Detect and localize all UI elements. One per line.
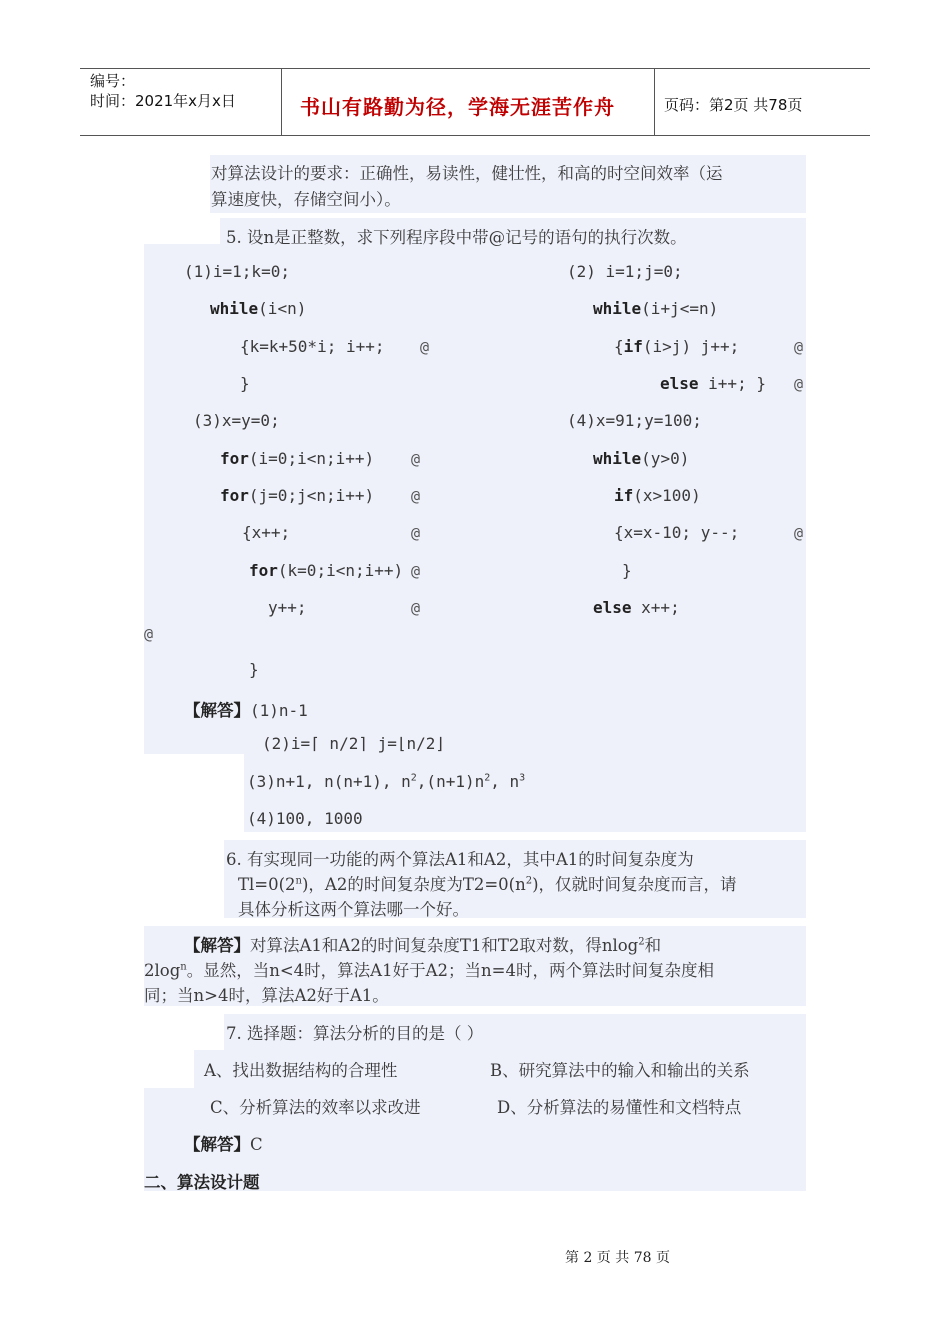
q6-line-2-part-b: )，A2的时间复杂度为T2=0(n bbox=[302, 875, 526, 894]
q5-answer-label: 【解答】 bbox=[184, 701, 250, 720]
q6-answer-part-a: 对算法A1和A2的时间复杂度T1和T2取对数，得nlog bbox=[250, 936, 639, 955]
q5-answer-4: (4)100, 1000 bbox=[247, 809, 363, 828]
q7-option-c: C、分析算法的效率以求改进 bbox=[210, 1098, 421, 1117]
p2-while-cond: (i+j<=n) bbox=[641, 299, 719, 318]
q7-option-b: B、研究算法中的输入和输出的关系 bbox=[490, 1061, 750, 1080]
header-bottom-rule bbox=[80, 135, 870, 136]
q7-answer-value: C bbox=[250, 1135, 263, 1154]
p4-while-keyword: while bbox=[593, 449, 642, 468]
p3-for-cond-1: (i=0;i<n;i++) bbox=[248, 449, 375, 468]
p4-line-6 bbox=[593, 598, 680, 617]
page-footer: 第 2 页 共 78 页 bbox=[565, 1250, 670, 1266]
p1-line-2 bbox=[210, 299, 306, 318]
p3-at-marker-3: @ bbox=[411, 524, 421, 542]
p2-line-3 bbox=[614, 337, 739, 356]
p2-at-marker-2: @ bbox=[794, 375, 804, 393]
p3-line-5 bbox=[249, 561, 403, 580]
p1-while-cond: (i<n) bbox=[258, 299, 307, 318]
q6-answer-line-2-sup: n bbox=[180, 961, 187, 973]
p1-line-4: } bbox=[240, 374, 250, 393]
p4-while-cond: (y>0) bbox=[641, 449, 690, 468]
p3-line-7: } bbox=[249, 660, 259, 679]
p3-line-3 bbox=[220, 486, 374, 505]
p3-for-keyword-2: for bbox=[220, 486, 249, 505]
q6-line-2-sup-1: n bbox=[295, 875, 302, 887]
q6-line-2-part-c: )，仅就时间复杂度而言，请 bbox=[532, 875, 737, 894]
p4-line-2 bbox=[593, 449, 689, 468]
q6-line-3: 具体分析这两个算法哪一个好。 bbox=[238, 900, 469, 919]
q7-title: 7. 选择题：算法分析的目的是（ ） bbox=[226, 1024, 484, 1043]
p4-line-3 bbox=[614, 486, 701, 505]
q5-title: 5. 设n是正整数，求下列程序段中带@记号的语句的执行次数。 bbox=[226, 228, 687, 247]
p2-if-keyword: if bbox=[623, 337, 643, 356]
q5-answer-2: (2)i=⌈ n/2⌉ j=⌊n/2⌋ bbox=[262, 734, 446, 753]
p3-at-marker-2: @ bbox=[411, 487, 421, 505]
q6-answer-line-2-b: 。显然，当n<4时，算法A1好于A2；当n=4时，两个算法时间复杂度相 bbox=[186, 961, 714, 980]
q5-a3-sup-3: 3 bbox=[519, 772, 526, 784]
q6-line-2-sup-2: 2 bbox=[525, 875, 533, 887]
p4-if-cond: (x>100) bbox=[633, 486, 701, 505]
q7-answer-label: 【解答】 bbox=[184, 1135, 250, 1154]
q6-answer-part-b: 和 bbox=[644, 936, 662, 955]
p1-line-3: {k=k+50*i; i++; bbox=[240, 337, 385, 356]
p3-at-marker-1: @ bbox=[411, 450, 421, 468]
p2-line-1: (2) i=1;j=0; bbox=[567, 262, 683, 281]
q6-answer-sup-1: 2 bbox=[638, 936, 645, 948]
q5-answer-line-1 bbox=[184, 697, 308, 721]
p4-at-marker: @ bbox=[794, 524, 804, 542]
intro-line-1: 对算法设计的要求：正确性，易读性，健壮性，和高的时空间效率（运 bbox=[211, 164, 723, 183]
p2-open-brace: { bbox=[614, 337, 624, 356]
p3-for-cond-2: (j=0;j<n;i++) bbox=[248, 486, 375, 505]
q7-answer bbox=[184, 1131, 263, 1155]
q6-line-2 bbox=[238, 871, 737, 895]
p2-if-body: (i>j) j++; bbox=[642, 337, 740, 356]
intro-line-2: 算速度快，存储空间小）。 bbox=[211, 190, 401, 209]
q5-answer-3 bbox=[247, 772, 525, 791]
p3-line-6: y++; bbox=[268, 598, 307, 617]
p1-while-keyword: while bbox=[210, 299, 259, 318]
q7-option-a: A、找出数据结构的合理性 bbox=[204, 1061, 398, 1080]
p2-else-keyword: else bbox=[660, 374, 699, 393]
p2-line-4 bbox=[660, 374, 766, 393]
p3-at-marker-5: @ bbox=[411, 599, 421, 617]
q6-answer-line-3: 同；当n>4时，算法A2好于A1。 bbox=[144, 986, 389, 1005]
q6-answer-label: 【解答】 bbox=[184, 936, 250, 955]
q5-answer-1: (1)n-1 bbox=[250, 701, 308, 720]
q6-answer-line-1 bbox=[184, 932, 661, 956]
p3-line-2 bbox=[220, 449, 374, 468]
p4-else-body: x++; bbox=[631, 598, 680, 617]
q6-answer-line-2-a: 2log bbox=[144, 961, 181, 980]
p2-line-2 bbox=[593, 299, 718, 318]
p2-while-keyword: while bbox=[593, 299, 642, 318]
header-time-label: 时间：2021年x月x日 bbox=[90, 92, 236, 110]
header-divider-left bbox=[281, 68, 282, 136]
p3-for-cond-3: (k=0;i<n;i++) bbox=[277, 561, 404, 580]
p3-for-keyword-3: for bbox=[249, 561, 278, 580]
header-motto: 书山有路勤为径，学海无涯苦作舟 bbox=[300, 95, 615, 119]
p3-for-keyword-1: for bbox=[220, 449, 249, 468]
p4-if-keyword: if bbox=[614, 486, 634, 505]
p3-line-4: {x++; bbox=[242, 523, 291, 542]
p4-line-1: (4)x=91;y=100; bbox=[567, 411, 702, 430]
header-number-label: 编号： bbox=[90, 72, 136, 90]
p3-line-1: (3)x=y=0; bbox=[193, 411, 280, 430]
q5-a3-sup-1: 2 bbox=[410, 772, 417, 784]
q5-a3-sup-2: 2 bbox=[484, 772, 491, 784]
q6-line-1: 6. 有实现同一功能的两个算法A1和A2，其中A1的时间复杂度为 bbox=[226, 850, 694, 869]
p3-at-marker-6: @ bbox=[144, 625, 154, 643]
p1-at-marker: @ bbox=[420, 338, 430, 356]
q7-option-d: D、分析算法的易懂性和文档特点 bbox=[497, 1098, 742, 1117]
p3-at-marker-4: @ bbox=[411, 562, 421, 580]
q6-line-2-part-a: Tl=0(2 bbox=[238, 875, 296, 894]
q5-a3-part-3: , n bbox=[490, 772, 520, 791]
p2-at-marker-1: @ bbox=[794, 338, 804, 356]
p1-line-1: (1)i=1;k=0; bbox=[184, 262, 290, 281]
p4-line-5: } bbox=[622, 561, 632, 580]
header-divider-right bbox=[654, 68, 655, 136]
header-top-rule bbox=[80, 68, 870, 69]
q5-a3-part-1: (3)n+1, n(n+1), n bbox=[247, 772, 411, 791]
section-2-heading: 二、算法设计题 bbox=[144, 1173, 260, 1192]
header-page-info: 页码：第2页 共78页 bbox=[664, 96, 803, 114]
q6-answer-line-2 bbox=[144, 957, 714, 981]
p4-line-4: {x=x-10; y--; bbox=[614, 523, 740, 542]
p2-else-body: i++; } bbox=[698, 374, 766, 393]
p4-else-keyword: else bbox=[593, 598, 632, 617]
q5-a3-part-2: ,(n+1)n bbox=[416, 772, 485, 791]
